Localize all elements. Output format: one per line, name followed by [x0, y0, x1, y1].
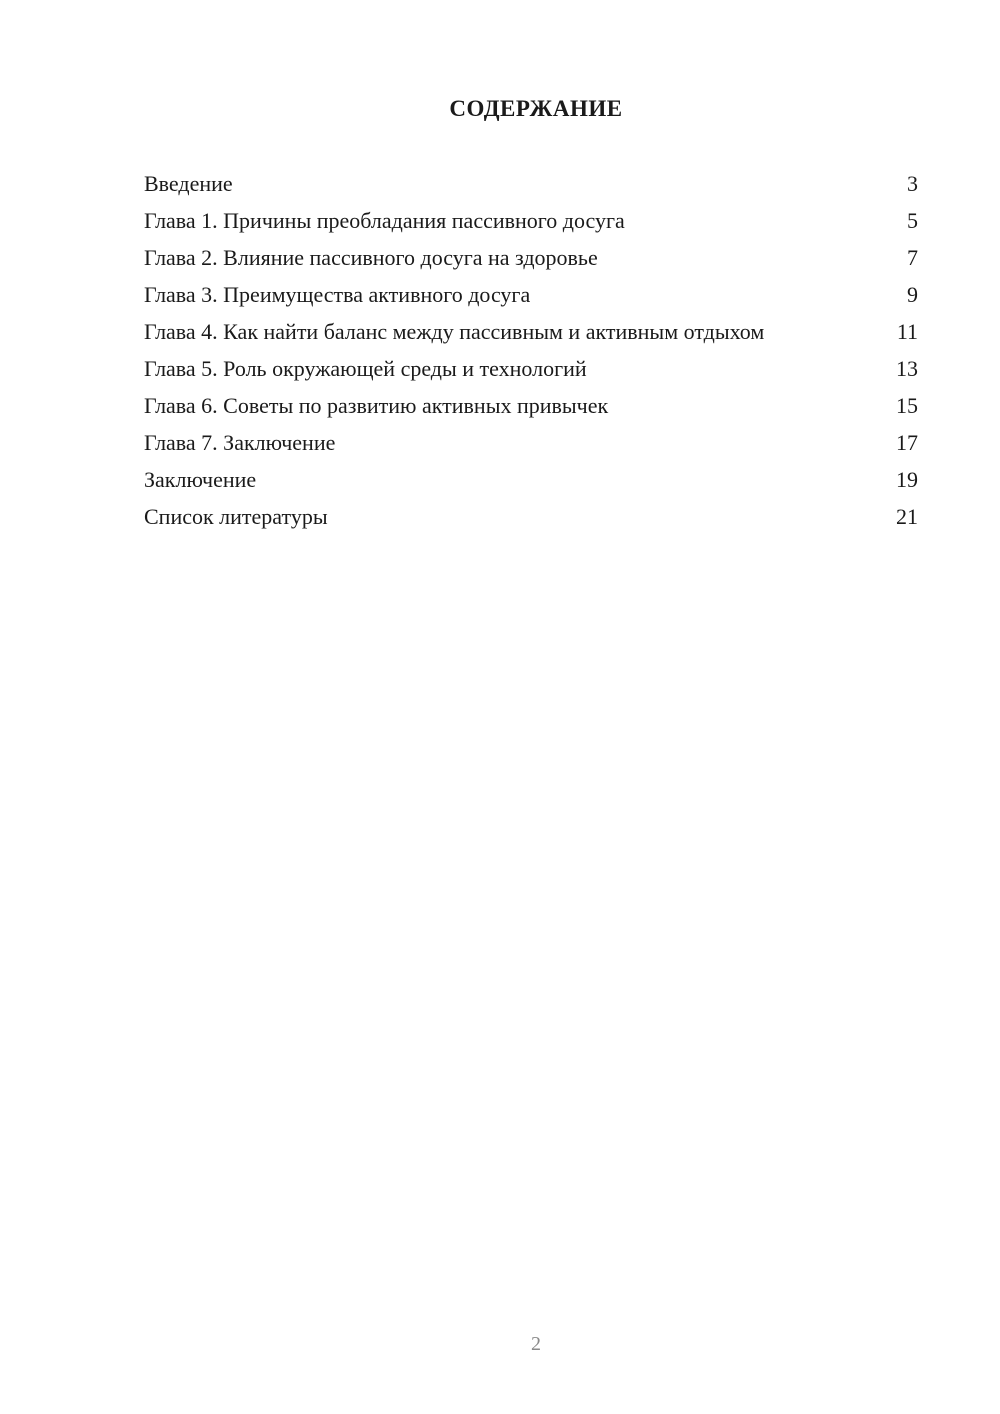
toc-entry-chapter-7[interactable]: [144, 429, 918, 456]
toc-entry-page: 5: [907, 208, 918, 233]
toc-entry-page: 15: [896, 393, 918, 418]
toc-entry-introduction[interactable]: [144, 170, 918, 197]
toc-entry-chapter-4[interactable]: [144, 318, 918, 345]
toc-entry-chapter-3[interactable]: [144, 281, 918, 308]
toc-entry-label: Глава 7. Заключение: [144, 430, 336, 455]
toc-entry-page: 9: [907, 282, 918, 307]
toc-entry-chapter-6[interactable]: [144, 392, 918, 419]
toc-entry-chapter-5[interactable]: [144, 355, 918, 382]
toc-entry-page: 17: [896, 430, 918, 455]
toc-entry-conclusion[interactable]: [144, 466, 918, 493]
toc-title: СОДЕРЖАНИЕ: [449, 96, 623, 121]
page-number: 2: [531, 1333, 541, 1355]
toc-entry-label: Глава 4. Как найти баланс между пассивным и активным отдыхом: [144, 319, 765, 344]
toc-entry-label: Глава 1. Причины преобладания пассивного досуга: [144, 208, 625, 233]
toc-entry-page: 7: [907, 245, 918, 270]
toc-entry-page: 11: [896, 319, 918, 344]
toc-entry-label: Глава 3. Преимущества активного досуга: [144, 282, 531, 307]
toc-entry-page: 3: [907, 171, 918, 196]
toc-entry-label: Глава 2. Влияние пассивного досуга на здоровье: [144, 245, 598, 270]
toc-entry-chapter-1[interactable]: [144, 207, 918, 234]
toc-entry-label: Глава 6. Советы по развитию активных привычек: [144, 393, 609, 418]
toc-entry-page: 21: [896, 504, 918, 529]
toc-entry-label: Введение: [144, 171, 233, 196]
toc-entry-chapter-2[interactable]: [144, 244, 918, 271]
toc-entry-page: 13: [896, 356, 918, 381]
toc-entry-label: Заключение: [144, 467, 257, 492]
table-of-contents: [144, 170, 918, 540]
toc-entry-label: Список литературы: [144, 504, 328, 529]
toc-entry-label: Глава 5. Роль окружающей среды и технологий: [144, 356, 587, 381]
toc-entry-page: 19: [896, 467, 918, 492]
toc-entry-references[interactable]: [144, 503, 918, 530]
